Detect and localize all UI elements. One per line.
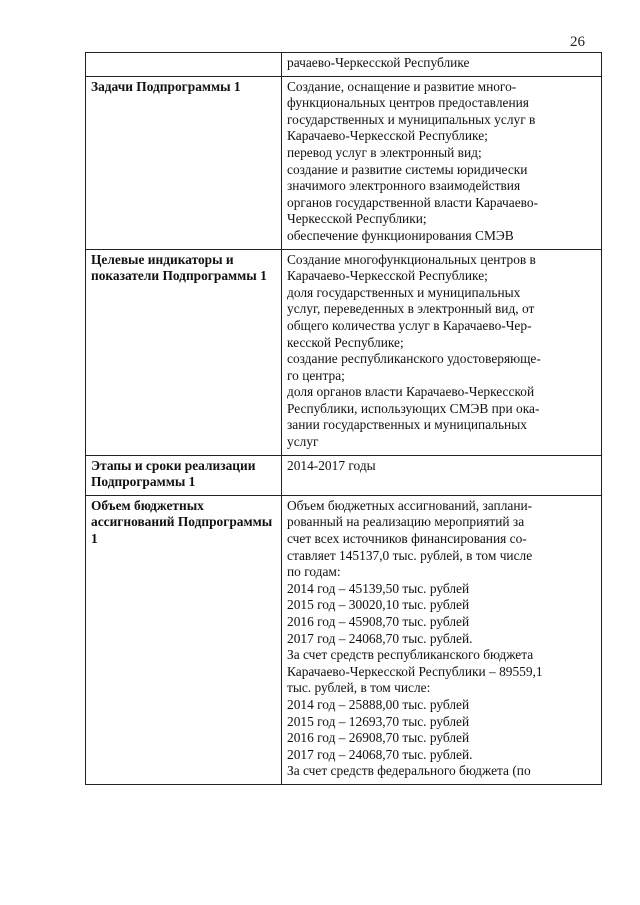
table-row-tasks (86, 76, 602, 249)
text-line: го центра; (287, 367, 345, 383)
row-value-continuation (282, 53, 602, 77)
text-line: 2014-2017 годы (287, 457, 376, 473)
text-line: создание республиканского удостоверяюще- (287, 351, 541, 367)
row-label-indicators: Целевые индикаторы и показатели Подпрограммы 1 (86, 249, 282, 455)
text-line: 2015 год – 12693,70 тыс. рублей (287, 713, 470, 729)
text-line: обеспечение функционирования СМЭВ (287, 227, 514, 243)
text-line: Объем бюджетных ассигнований, заплани- (287, 497, 533, 513)
text-line: рованный на реализацию мероприятий за (287, 514, 525, 530)
row-label-tasks: Задачи Подпрограммы 1 (86, 76, 282, 249)
text-line: счет всех источников финансирования со- (287, 531, 527, 547)
text-line: ставляет 145137,0 тыс. рублей, в том числе (287, 547, 533, 563)
row-value-indicators (282, 249, 602, 455)
table-row-stages (86, 455, 602, 495)
text-line: перевод услуг в электронный вид; (287, 144, 482, 160)
text-line: 2014 год – 45139,50 тыс. рублей (287, 580, 470, 596)
row-label-empty (86, 53, 282, 77)
table-row-continuation (86, 53, 602, 77)
text-line: Черкесской Республики; (287, 211, 427, 227)
text-line: Карачаево-Черкесской Республики – 89559,1 (287, 663, 543, 679)
row-value-stages (282, 455, 602, 495)
row-value-budget (282, 495, 602, 784)
text-line: 2015 год – 30020,10 тыс. рублей (287, 597, 470, 613)
subprogram-passport-table (85, 52, 602, 785)
text-line: услуг (287, 434, 319, 450)
text-line: общего количества услуг в Карачаево-Чер- (287, 317, 532, 333)
text-line: 2017 год – 24068,70 тыс. рублей. (287, 746, 473, 762)
text-line: создание и развитие системы юридически (287, 161, 528, 177)
text-line: Карачаево-Черкесской Республике; (287, 128, 488, 144)
text-line: Создание, оснащение и развитие много- (287, 78, 517, 94)
table-row-indicators (86, 249, 602, 455)
text-line: Республики, использующих СМЭВ при ока- (287, 400, 540, 416)
text-line: Карачаево-Черкесской Республике; (287, 268, 488, 284)
text-line: 2017 год – 24068,70 тыс. рублей. (287, 630, 473, 646)
text-line: 2016 год – 26908,70 тыс. рублей (287, 730, 470, 746)
text-line: зании государственных и муниципальных (287, 417, 527, 433)
row-value-tasks (282, 76, 602, 249)
text-line: доля государственных и муниципальных (287, 284, 521, 300)
text-line: 2014 год – 25888,00 тыс. рублей (287, 696, 470, 712)
text-line: кесской Республике; (287, 334, 404, 350)
text-line: рачаево-Черкесской Республике (287, 55, 470, 70)
text-line: органов государственной власти Карачаево- (287, 194, 539, 210)
row-label-stages: Этапы и сроки реализации Подпрограммы 1 (86, 455, 282, 495)
text-line: 2016 год – 45908,70 тыс. рублей (287, 614, 470, 629)
row-label-budget: Объем бюджетных ассигнований Подпрограммы 1 (86, 495, 282, 784)
text-line: За счет средств республиканского бюджета (287, 647, 534, 663)
text-line: по годам: (287, 564, 341, 580)
text-line: тыс. рублей, в том числе: (287, 680, 431, 696)
text-line: Создание многофункциональных центров в (287, 251, 536, 267)
text-line: услуг, переведенных в электронный вид, от (287, 301, 535, 317)
text-line: функциональных центров предоставления (287, 95, 529, 111)
table-row-budget (86, 495, 602, 784)
page-number: 26 (570, 34, 585, 50)
text-line: значимого электронного взаимодействия (287, 178, 521, 194)
text-line: доля органов власти Карачаево-Черкесской (287, 384, 535, 400)
text-line: государственных и муниципальных услуг в (287, 111, 536, 127)
text-line: За счет средств федерального бюджета (по (287, 763, 531, 779)
